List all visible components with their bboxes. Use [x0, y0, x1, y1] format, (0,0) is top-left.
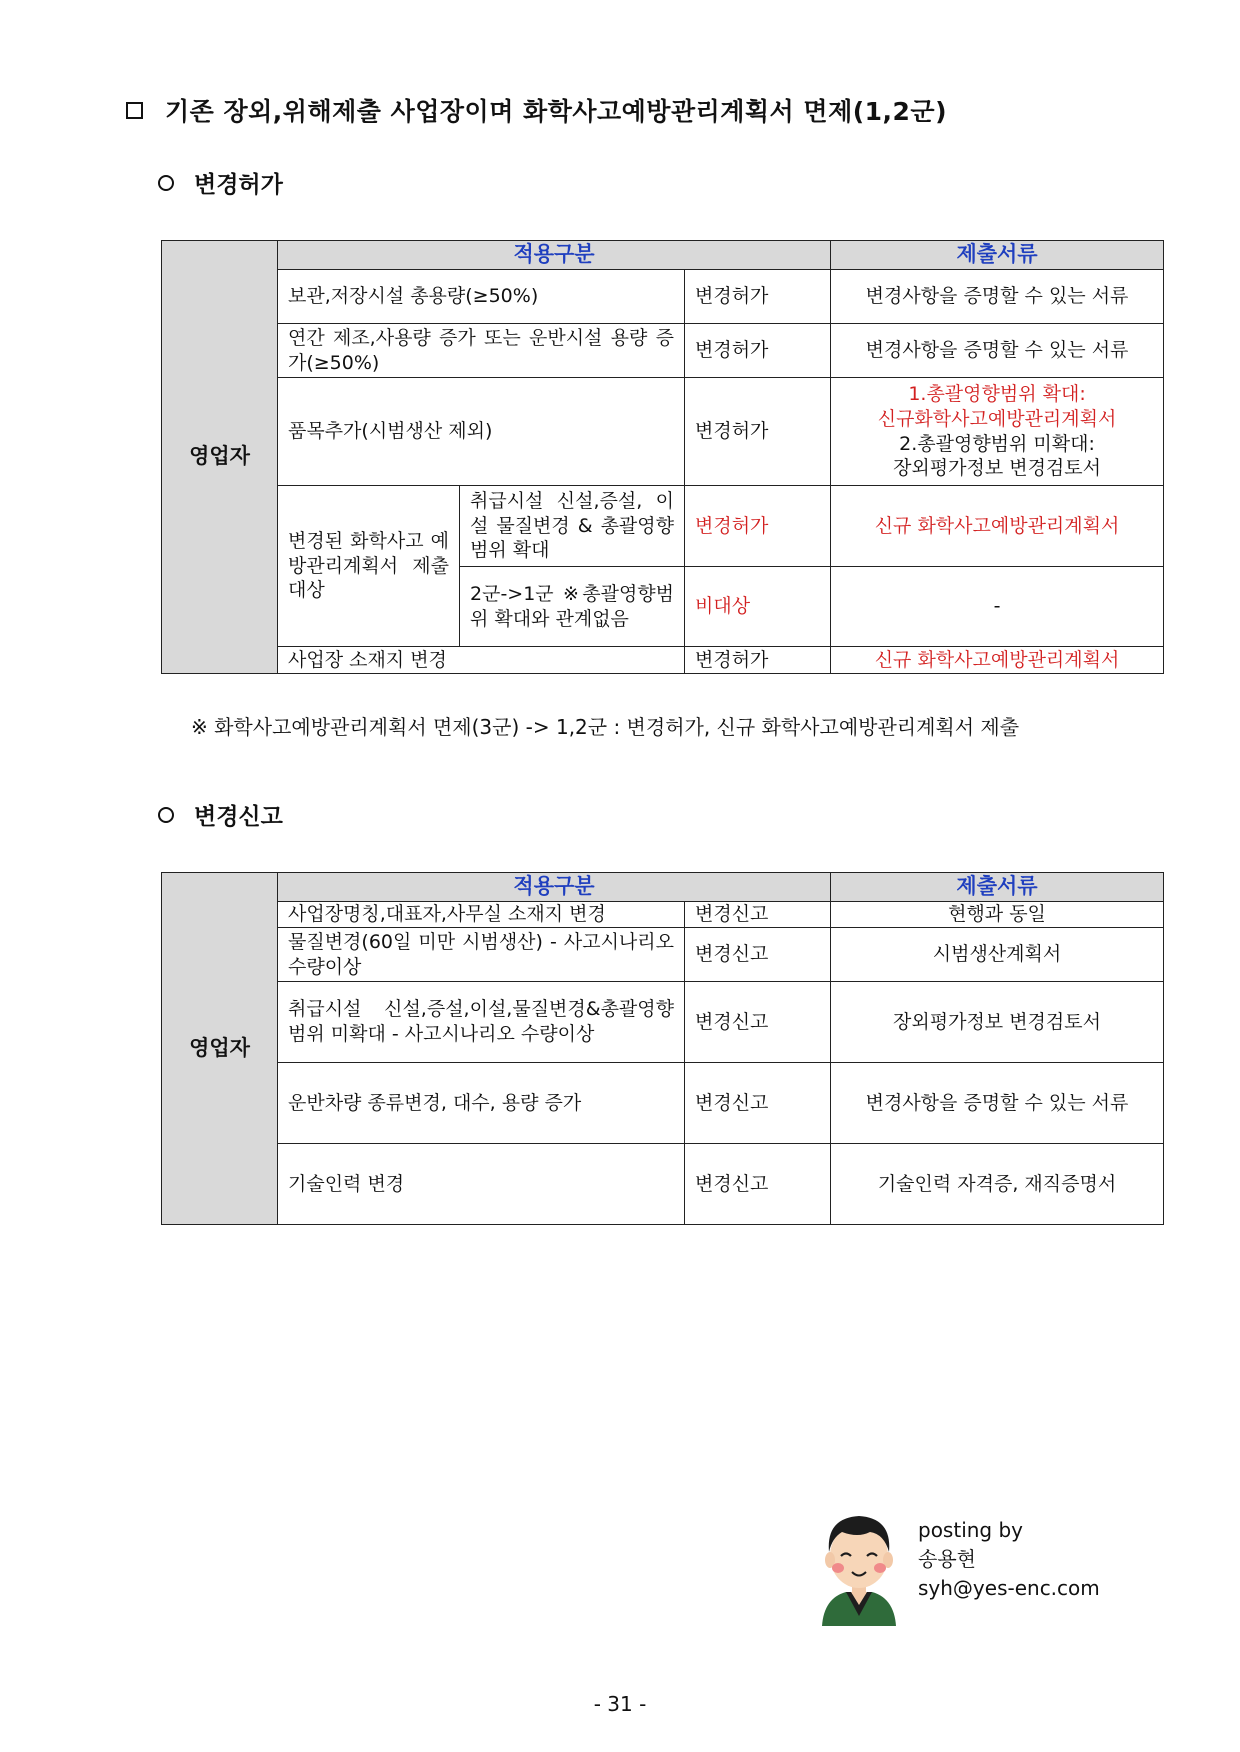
section-heading-change-report [158, 798, 283, 831]
table-row [162, 647, 1164, 674]
condition-cell: 기술인력 변경 [278, 1144, 685, 1225]
table-row [162, 982, 1164, 1063]
type-cell: 변경허가 [685, 378, 831, 486]
section-heading-text: 변경허가 [194, 172, 283, 198]
header-applicability: 적용구분 [278, 241, 831, 270]
page-title-text: 기존 장외,위해제출 사업장이며 화학사고예방관리계획서 면제(1,2군) [165, 97, 948, 126]
posting-label: posting by [918, 1518, 1024, 1542]
documents-cell: 변경사항을 증명할 수 있는 서류 [831, 324, 1164, 378]
header-documents: 제출서류 [831, 241, 1164, 270]
documents-cell: 기술인력 자격증, 재직증명서 [831, 1144, 1164, 1225]
documents-line: 신규화학사고예방관리계획서 [877, 407, 1117, 430]
section-heading-text: 변경신고 [194, 804, 283, 830]
table-row [162, 902, 1164, 928]
note-text: ※ 화학사고예방관리계획서 면제(3군) -> 1,2군 : 변경허가, 신규 화학사고예방관리계획서 제출 [191, 715, 1020, 739]
section-heading-change-permit [158, 166, 283, 199]
table-row [162, 324, 1164, 378]
documents-cell: 장외평가정보 변경검토서 [831, 982, 1164, 1063]
side-label: 영업자 [162, 241, 278, 674]
type-cell: 변경신고 [685, 1144, 831, 1225]
condition-cell: 운반차량 종류변경, 대수, 용량 증가 [278, 1063, 685, 1144]
documents-line: 1.총괄영향범위 확대: [908, 383, 1086, 406]
type-cell: 변경신고 [685, 902, 831, 928]
circle-bullet-icon [158, 175, 174, 191]
change-report-table [161, 872, 1164, 1225]
checkbox-square-icon [126, 102, 143, 119]
condition-cell: 취급시설 신설,증설, 이설 물질변경 & 총괄영향범위 확대 [460, 486, 685, 567]
condition-cell: 연간 제조,사용량 증가 또는 운반시설 용량 증가(≥50%) [278, 324, 685, 378]
table-row [162, 270, 1164, 324]
type-cell: 변경허가 [685, 324, 831, 378]
condition-cell: 품목추가(시범생산 제외) [278, 378, 685, 486]
documents-cell: 변경사항을 증명할 수 있는 서류 [831, 270, 1164, 324]
author-email: syh@yes-enc.com [918, 1576, 1100, 1600]
documents-cell: 신규 화학사고예방관리계획서 [831, 486, 1164, 567]
condition-cell: 보관,저장시설 총용량(≥50%) [278, 270, 685, 324]
side-label: 영업자 [162, 873, 278, 1225]
condition-cell: 취급시설 신설,증설,이설,물질변경&총괄영향범위 미확대 - 사고시나리오 수량이상 [278, 982, 685, 1063]
circle-bullet-icon [158, 807, 174, 823]
type-cell: 변경허가 [685, 486, 831, 567]
documents-cell [831, 378, 1164, 486]
condition-cell: 사업장명칭,대표자,사무실 소재지 변경 [278, 902, 685, 928]
avatar [818, 1508, 900, 1626]
header-applicability: 적용구분 [278, 873, 831, 902]
table-row [162, 378, 1164, 486]
documents-cell: 신규 화학사고예방관리계획서 [831, 647, 1164, 674]
table-row [162, 928, 1164, 982]
condition-cell: 사업장 소재지 변경 [278, 647, 685, 674]
table-row [162, 1063, 1164, 1144]
page-title [126, 92, 947, 128]
condition-cell: 물질변경(60일 미만 시범생산) - 사고시나리오 수량이상 [278, 928, 685, 982]
type-cell: 변경신고 [685, 982, 831, 1063]
change-permit-table [161, 240, 1164, 674]
group-cell: 변경된 화학사고 예방관리계획서 제출 대상 [278, 486, 460, 647]
documents-cell: 시범생산계획서 [831, 928, 1164, 982]
condition-cell: 2군->1군 ※총괄영향범위 확대와 관계없음 [460, 567, 685, 647]
author-name: 송용현 [918, 1547, 976, 1571]
table-row [162, 486, 1164, 567]
type-cell: 비대상 [685, 567, 831, 647]
documents-cell: - [831, 567, 1164, 647]
documents-cell: 현행과 동일 [831, 902, 1164, 928]
type-cell: 변경신고 [685, 1063, 831, 1144]
documents-line: 2.총괄영향범위 미확대: [899, 432, 1095, 455]
page-number: - 31 - [593, 1692, 647, 1716]
documents-line: 장외평가정보 변경검토서 [893, 457, 1101, 480]
type-cell: 변경신고 [685, 928, 831, 982]
type-cell: 변경허가 [685, 647, 831, 674]
documents-cell: 변경사항을 증명할 수 있는 서류 [831, 1063, 1164, 1144]
posting-info [918, 1516, 1100, 1603]
type-cell: 변경허가 [685, 270, 831, 324]
header-documents: 제출서류 [831, 873, 1164, 902]
table-row [162, 1144, 1164, 1225]
